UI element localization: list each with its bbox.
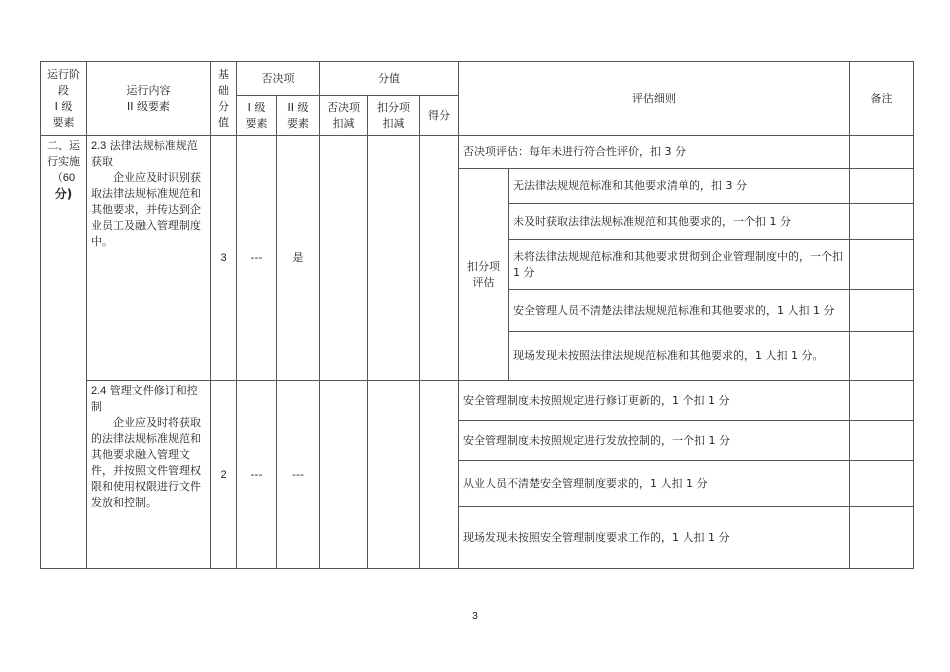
header-veto-l2: II 级 要素: [277, 96, 320, 136]
remark-cell: [850, 381, 914, 421]
header-veto: 否决项: [237, 62, 320, 96]
detail-item: 现场发现未按照安全管理制度要求工作的，1 人扣 1 分: [459, 507, 850, 569]
stage-cell: 二、运行实施 （60 分): [41, 136, 87, 569]
remark-cell: [850, 204, 914, 240]
deduct-item: 现场发现未按照法律法规规范标准和其他要求的，1 人扣 1 分。: [509, 332, 850, 381]
remark-cell: [850, 421, 914, 461]
deduct-item: 无法律法规规范标准和其他要求清单的，扣 3 分: [509, 169, 850, 204]
section-2-4-veto-l1: ---: [237, 381, 277, 569]
section-2-3-veto-l1: ---: [237, 136, 277, 381]
remark-cell: [850, 136, 914, 169]
detail-item: 安全管理制度未按照规定进行修订更新的，1 个扣 1 分: [459, 381, 850, 421]
detail-item: 从业人员不清楚安全管理制度要求的，1 人扣 1 分: [459, 461, 850, 507]
header-score-deduct: 扣分项 扣减: [368, 96, 420, 136]
section-2-4-content: 2.4 管理文件修订和控制 企业应及时将获取的法律法规标准规范和其他要求融入管理文件，并按照文件管理权限和使用权限进行文件发放和控制。: [87, 381, 211, 569]
section-2-3-score-got: [420, 136, 459, 381]
section-2-4-veto-l2: ---: [277, 381, 320, 569]
section-2-3-veto-detail: 否决项评估：每年未进行符合性评价，扣 3 分: [459, 136, 850, 169]
remark-cell: [850, 290, 914, 332]
header-score: 分值: [320, 62, 459, 96]
section-2-3-veto-l2: 是: [277, 136, 320, 381]
deduct-item: 未将法律法规规范标准和其他要求贯彻到企业管理制度中的，一个扣 1 分: [509, 240, 850, 290]
remark-cell: [850, 461, 914, 507]
section-2-3-score-deduct: [368, 136, 420, 381]
section-2-4-score-veto: [320, 381, 368, 569]
deduct-item: 未及时获取法律法规标准规范和其他要求的，一个扣 1 分: [509, 204, 850, 240]
header-detail: 评估细则: [459, 62, 850, 136]
header-veto-l1: I 级 要素: [237, 96, 277, 136]
header-base-score: 基础分值: [211, 62, 237, 136]
evaluation-table: [40, 61, 914, 569]
remark-cell: [850, 332, 914, 381]
header-score-veto: 否决项 扣减: [320, 96, 368, 136]
remark-cell: [850, 169, 914, 204]
section-2-4-score-got: [420, 381, 459, 569]
deduct-label: 扣分项 评估: [459, 169, 509, 381]
remark-cell: [850, 507, 914, 569]
header-stage: 运行阶段 I 级 要素: [41, 62, 87, 136]
section-2-4-score-deduct: [368, 381, 420, 569]
page-number: 3: [472, 611, 478, 622]
header-remark: 备注: [850, 62, 914, 136]
header-score-got: 得分: [420, 96, 459, 136]
deduct-item: 安全管理人员不清楚法律法规规范标准和其他要求的，1 人扣 1 分: [509, 290, 850, 332]
header-content: 运行内容 II 级要素: [87, 62, 211, 136]
section-2-3-base: 3: [211, 136, 237, 381]
section-2-3-content: 2.3 法律法规标准规范获取 企业应及时识别获取法律法规标准规范和其他要求，并传达到企业员工及融入管理制度中。: [87, 136, 211, 381]
detail-item: 安全管理制度未按照规定进行发放控制的，一个扣 1 分: [459, 421, 850, 461]
section-2-3-score-veto: [320, 136, 368, 381]
section-2-4-base: 2: [211, 381, 237, 569]
remark-cell: [850, 240, 914, 290]
